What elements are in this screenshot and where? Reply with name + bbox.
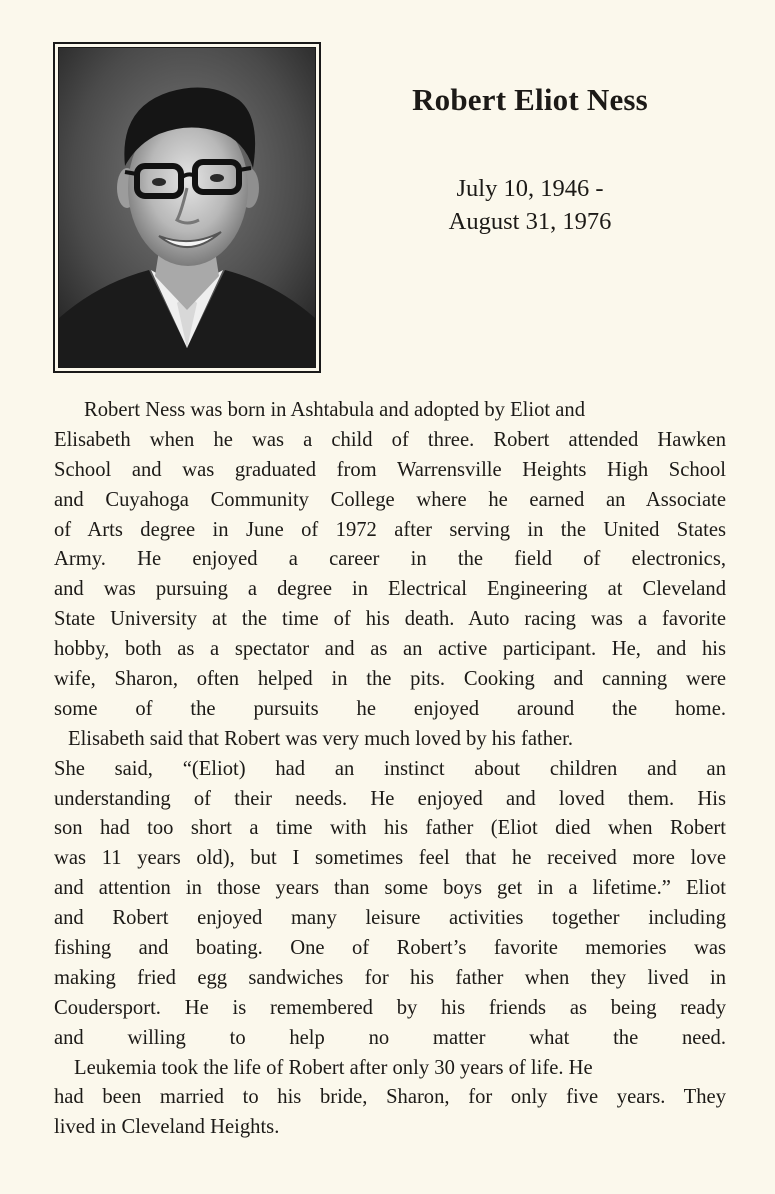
biography-line: and Cuyahoga Community College where he earned an Associate (54, 488, 726, 511)
biography-line: wife, Sharon, often helped in the pits. Cooking and canning were (54, 668, 726, 691)
person-name: Robert Eliot Ness (412, 82, 648, 117)
biography-line: Elisabeth when he was a child of three. Robert attended Hawken (54, 428, 726, 451)
biography-line: Leukemia took the life of Robert after only 30 years of life. He (74, 1056, 593, 1079)
biography-line: making fried egg sandwiches for his father when they lived in (54, 966, 726, 989)
biography-line: son had too short a time with his father (Eliot died when Robert (54, 817, 726, 840)
biography-line: was 11 years old), but I sometimes feel that he received more love (54, 847, 726, 870)
death-date: August 31, 1976 (448, 208, 612, 235)
biography-line: understanding of their needs. He enjoyed and loved them. His (54, 787, 726, 810)
biography-line: School and was graduated from Warrensville Heights High School (54, 458, 726, 481)
biography-line: State University at the time of his death. Auto racing was a favorite (54, 608, 726, 631)
biography-line: fishing and boating. One of Robert’s favorite memories was (54, 937, 726, 960)
biography-line: and willing to help no matter what the need. (54, 1026, 726, 1049)
biography-line: Robert Ness was born in Ashtabula and adopted by Eliot and (84, 399, 586, 421)
biography-line: and was pursuing a degree in Electrical Engineering at Cleveland (54, 578, 726, 601)
biography-line: and Robert enjoyed many leisure activities together including (54, 907, 726, 930)
biography-text (54, 396, 726, 1143)
biography-line: hobby, both as a spectator and as an active participant. He, and his (54, 638, 726, 661)
biography-line: of Arts degree in June of 1972 after serving in the United States (54, 518, 726, 541)
biography-line: She said, “(Eliot) had an instinct about children and an (54, 757, 726, 780)
portrait-photo (58, 47, 316, 368)
biography-line: had been married to his bride, Sharon, for only five years. They (54, 1086, 726, 1109)
biography-line: lived in Cleveland Heights. (54, 1116, 280, 1139)
portrait-frame (53, 42, 321, 373)
life-dates (330, 172, 730, 238)
biography-line: some of the pursuits he enjoyed around the home. (54, 697, 726, 720)
biography-line: Coudersport. He is remembered by his friends as being ready (54, 996, 726, 1019)
biography-line: Army. He enjoyed a career in the field of electronics, (54, 548, 726, 571)
biography-line: and attention in those years than some boys get in a lifetime.” Eliot (54, 877, 726, 900)
portrait-image (59, 48, 315, 367)
birth-date: July 10, 1946 - (456, 175, 604, 202)
biography-line: Elisabeth said that Robert was very much loved by his father. (68, 727, 573, 750)
